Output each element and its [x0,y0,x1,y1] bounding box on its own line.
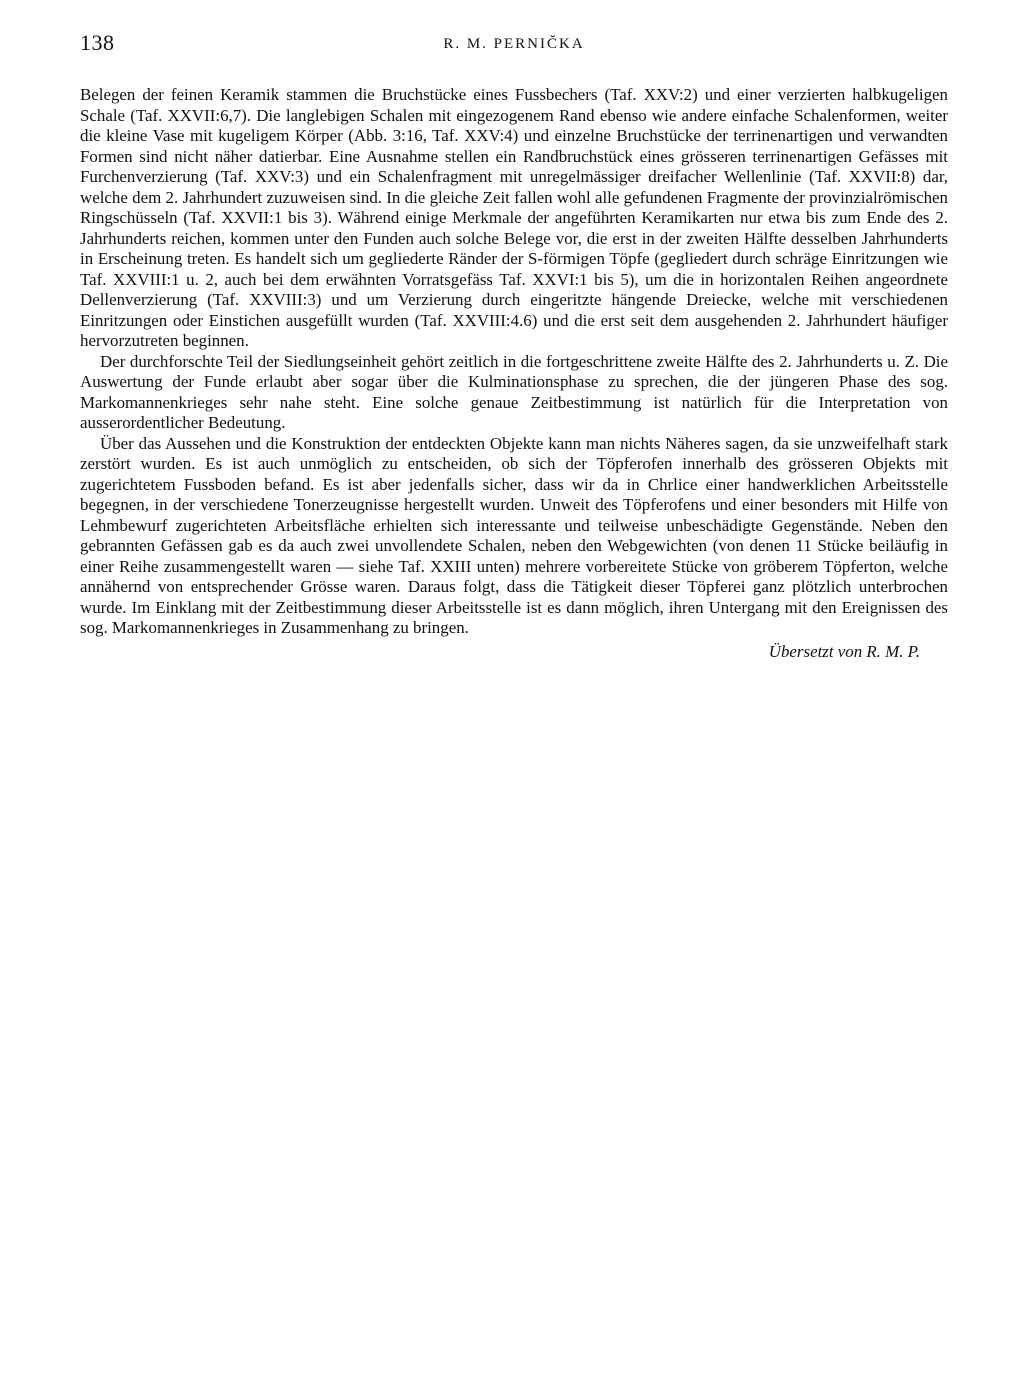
paragraph-settlement-dating: Der durchforschte Teil der Siedlungseinheit gehört zeitlich in die fortgeschrittene zweite Hälfte des 2. Jahrhunderts u. Z. Die Auswertung der Funde erlaubt aber sogar über die Kulminationsphase zu sprechen, die der jüngeren Phase des sog. Markomannenkrieges sehr nahe steht. Eine solche genaue Zeitbestimmung ist natürlich für die Interpretation von ausserordentlicher Bedeutung. [80,351,948,432]
paragraph-ceramics-dating: Belegen der feinen Keramik stammen die Bruchstücke eines Fussbechers (Taf. XXV:2) und einer verzierten halbkugeligen Schale (Taf. XXVII:6,7). Die langlebigen Schalen mit eingezogenem Rand ebenso wie andere einfache Schalenformen, weiter die kleine Vase mit kugeligem Körper (Abb. 3:16, Taf. XXV:4) und einzelne Bruchstücke der terrinenartigen und verwandten Formen sind nicht näher datierbar. Eine Ausnahme stellen ein Randbruchstück eines grösseren terrinenartigen Gefässes mit Furchenverzierung (Taf. XXV:3) und ein Schalenfragment mit unregelmässiger dreifacher Wellenlinie (Taf. XXVII:8) dar, welche dem 2. Jahrhundert zuzuweisen sind. In die gleiche Zeit fallen wohl alle gefundenen Fragmente der provinzialrömischen Ringschüsseln (Taf. XXVII:1 bis 3). Während einige Merkmale der angeführten Keramikarten nur etwa bis zum Ende des 2. Jahrhunderts reichen, kommen unter den Funden auch solche Belege vor, die erst in der zweiten Hälfte desselben Jahrhunderts in Erscheinung treten. Es handelt sich um gegliederte Ränder der S-förmigen Töpfe (gegliedert durch schräge Einritzungen wie Taf. XXVIII:1 u. 2, auch bei dem erwähnten Vorratsgefäss Taf. XXVI:1 bis 5), um die in horizontalen Reihen angeordnete Dellenverzierung (Taf. XXVIII:3) und um Verzierung durch eingeritzte hängende Dreiecke, welche mit verschiedenen Einritzungen oder Einstichen ausgefüllt wurden (Taf. XXVIII:4.6) und die erst seit dem ausgehenden 2. Jahrhundert häufiger hervorzutreten beginnen. [80,85,948,350]
translator-note: Übersetzt von R. M. P. [768,641,920,661]
page-number: 138 [80,30,115,55]
paragraph-workshop-objects: Über das Aussehen und die Konstruktion der entdeckten Objekte kann man nichts Näheres sagen, da sie unzweifelhaft stark zerstört wurden. Es ist auch unmöglich zu entscheiden, ob sich der Töpferofen innerhalb des grösseren Objekts mit zugerichtetem Fussboden befand. Es ist aber jedenfalls sicher, dass wir da in Chrlice einer handwerklichen Arbeitsstelle begegnen, in der verschiedene Tonerzeugnisse hergestellt wurden. Unweit des Töpferofens und einer besonders mit Hilfe von Lehmbewurf zugerichteten Arbeitsfläche erhielten sich interessante und teilweise unbeschädigte Gegenstände. Neben den gebrannten Gefässen gab es da auch zwei unvollendete Schalen, neben den Webgewichten (von denen 11 Stücke beiläufig in einer Reihe zusammengestellt waren — siehe Taf. XXIII unten) mehrere vorbereitete Stücke von gröberem Töpferton, welche annähernd von entsprechender Grösse waren. Daraus folgt, dass die Tätigkeit dieser Töpferei ganz plötzlich unterbrochen wurde. Im Einklang mit der Zeitbestimmung dieser Arbeitsstelle ist es dann möglich, ihren Untergang mit den Ereignissen des sog. Markomannenkrieges in Zusammenhang zu bringen. [80,433,948,637]
body-text [80,85,948,665]
running-head-author: R. M. PERNIČKA [443,36,585,52]
running-head [80,30,948,64]
